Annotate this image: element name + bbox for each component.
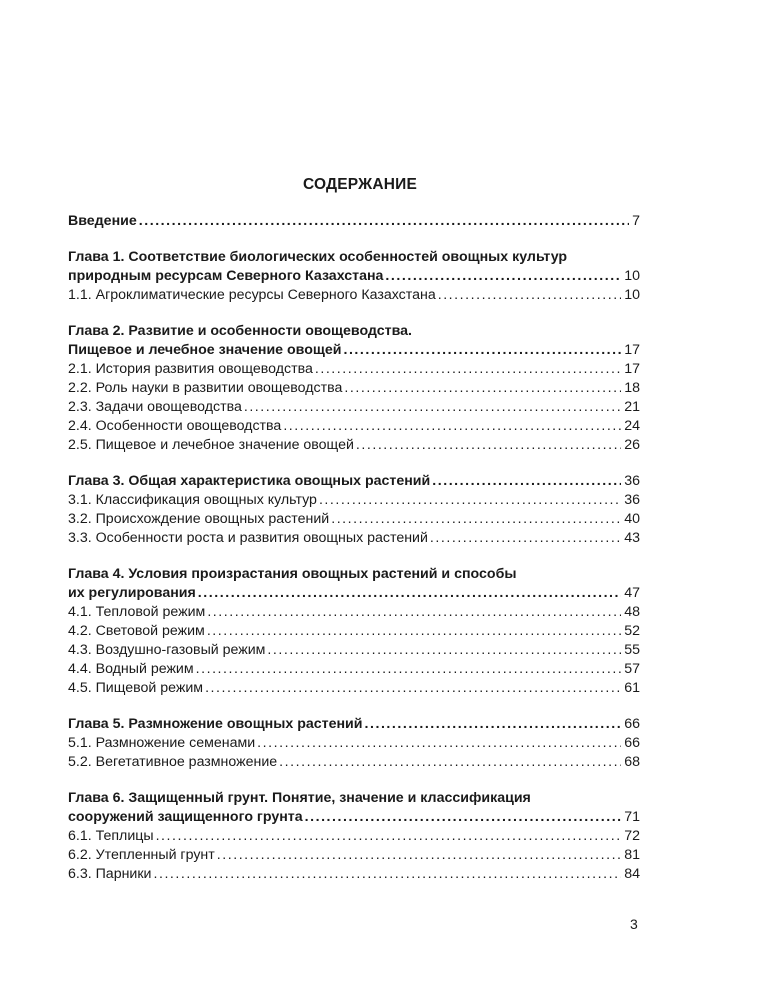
dot-leader: [430, 529, 621, 548]
toc-entry-chapter-6[interactable]: [68, 808, 640, 827]
toc-chapter-6-heading: Глава 6. Защищенный грунт. Понятие, значение и классификация: [68, 790, 531, 806]
toc-page-number: 36: [624, 473, 640, 489]
toc-page-number: 71: [624, 809, 640, 825]
toc-entry-title: природным ресурсам Северного Казахстана: [68, 268, 384, 284]
toc-entry-6-2[interactable]: [68, 846, 640, 865]
dot-leader: [139, 212, 629, 231]
dot-leader: [438, 286, 622, 305]
toc-entry-title: 2.4. Особенности овощеводства: [68, 418, 282, 434]
dot-leader: [198, 584, 621, 603]
toc-page-number: 66: [624, 735, 640, 751]
toc-entry-chapter-2[interactable]: [68, 341, 640, 360]
toc-entry-title: 3.3. Особенности роста и развития овощных растений: [68, 530, 428, 546]
dot-leader: [319, 491, 621, 510]
toc-page-number: 55: [624, 642, 640, 658]
toc-entry-6-3[interactable]: [68, 865, 640, 884]
toc-entry-title: 3.2. Происхождение овощных растений: [68, 511, 330, 527]
toc-entry-chapter-1[interactable]: [68, 267, 640, 286]
toc-page-number: 47: [624, 585, 640, 601]
toc-entry-title: 2.2. Роль науки в развитии овощеводства: [68, 380, 343, 396]
dot-leader: [244, 398, 621, 417]
toc-page-number: 7: [632, 213, 640, 229]
toc-entry-2-2[interactable]: [68, 379, 640, 398]
toc-entry-title: 5.1. Размножение семенами: [68, 735, 256, 751]
toc-page-number: 36: [624, 492, 640, 508]
dot-leader: [156, 827, 622, 846]
toc-entry-title: 3.1. Классификация овощных культур: [68, 492, 317, 508]
toc-entry-4-3[interactable]: [68, 641, 640, 660]
toc-page-number: 57: [624, 661, 640, 677]
toc-entry-title: 2.3. Задачи овощеводства: [68, 399, 242, 415]
toc-entry-title: 6.3. Парники: [68, 866, 152, 882]
toc-entry-chapter-4[interactable]: [68, 584, 640, 603]
toc-chapter-2-heading: Глава 2. Развитие и особенности овощеводства.: [68, 323, 412, 339]
dot-leader: [207, 603, 621, 622]
toc-entry-2-4[interactable]: [68, 417, 640, 436]
dot-leader: [217, 846, 621, 865]
toc-page-number: 21: [624, 399, 640, 415]
toc-page-number: 81: [624, 847, 640, 863]
toc-page-number: 72: [624, 828, 640, 844]
toc-entry-2-1[interactable]: [68, 360, 640, 379]
dot-leader: [315, 360, 621, 379]
toc-page-number: 68: [624, 754, 640, 770]
toc-page-number: 26: [624, 437, 640, 453]
toc-page-number: 84: [624, 866, 640, 882]
toc-page-number: 48: [624, 604, 640, 620]
toc-entry-title: 1.1. Агроклиматические ресурсы Северного Казахстана: [68, 287, 436, 303]
toc-entry-title: Глава 3. Общая характеристика овощных растений: [68, 473, 431, 489]
toc-chapter-4-heading: Глава 4. Условия произрастания овощных растений и способы: [68, 566, 517, 582]
dot-leader: [207, 622, 621, 641]
toc-page-number: 18: [624, 380, 640, 396]
toc-entry-4-1[interactable]: [68, 603, 640, 622]
dot-leader: [305, 808, 622, 827]
dot-leader: [432, 472, 621, 491]
toc-entry-title: 6.1. Теплицы: [68, 828, 154, 844]
toc-entry-title: 2.1. История развития овощеводства: [68, 361, 313, 377]
dot-leader: [283, 417, 621, 436]
dot-leader: [385, 267, 621, 286]
toc-entry-5-1[interactable]: [68, 734, 640, 753]
toc-page-number: 61: [624, 680, 640, 696]
toc-entry-title: сооружений защищенного грунта: [68, 809, 303, 825]
toc-entry-chapter-5[interactable]: [68, 715, 640, 734]
toc-page-number: 40: [624, 511, 640, 527]
dot-leader: [153, 865, 621, 884]
toc-entry-5-2[interactable]: [68, 753, 640, 772]
dot-leader: [279, 753, 621, 772]
toc-entry-intro[interactable]: [68, 212, 640, 231]
toc-page-number: 10: [624, 287, 640, 303]
toc-page-number: 52: [624, 623, 640, 639]
toc-entry-title: Пищевое и лечебное значение овощей: [68, 342, 342, 358]
dot-leader: [343, 341, 621, 360]
toc-entry-title: Введение: [68, 213, 137, 229]
toc-entry-title: 4.4. Водный режим: [68, 661, 194, 677]
toc-entry-title: 4.2. Световой режим: [68, 623, 205, 639]
toc-entry-title: их регулирования: [68, 585, 196, 601]
toc-page-number: 43: [624, 530, 640, 546]
page-number: 3: [630, 916, 638, 932]
dot-leader: [331, 510, 621, 529]
toc-entry-3-2[interactable]: [68, 510, 640, 529]
toc-page-number: 24: [624, 418, 640, 434]
toc-entry-1-1[interactable]: [68, 286, 640, 305]
toc-chapter-1-heading: Глава 1. Соответствие биологических особенностей овощных культур: [68, 249, 568, 265]
toc-entry-6-1[interactable]: [68, 827, 640, 846]
dot-leader: [344, 379, 621, 398]
toc-entry-title: 4.3. Воздушно-газовый режим: [68, 642, 266, 658]
toc-entry-2-5[interactable]: [68, 436, 640, 455]
dot-leader: [205, 679, 621, 698]
dot-leader: [267, 641, 621, 660]
toc-entry-4-2[interactable]: [68, 622, 640, 641]
toc-entry-title: 2.5. Пищевое и лечебное значение овощей: [68, 437, 354, 453]
toc-entry-3-3[interactable]: [68, 529, 640, 548]
toc-entry-4-5[interactable]: [68, 679, 640, 698]
toc-page-number: 17: [624, 342, 640, 358]
page-title: СОДЕРЖАНИЕ: [302, 176, 418, 193]
toc-entry-4-4[interactable]: [68, 660, 640, 679]
table-of-contents: [68, 212, 640, 884]
toc-entry-title: Глава 5. Размножение овощных растений: [68, 716, 363, 732]
toc-page-number: 10: [624, 268, 640, 284]
dot-leader: [356, 436, 621, 455]
toc-entry-chapter-3[interactable]: [68, 472, 640, 491]
toc-entry-title: 5.2. Вегетативное размножение: [68, 754, 278, 770]
toc-entry-title: 4.5. Пищевой режим: [68, 680, 204, 696]
dot-leader: [365, 715, 622, 734]
toc-entry-title: 6.2. Утепленный грунт: [68, 847, 215, 863]
toc-entry-2-3[interactable]: [68, 398, 640, 417]
dot-leader: [257, 734, 621, 753]
toc-entry-3-1[interactable]: [68, 491, 640, 510]
toc-entry-title: 4.1. Тепловой режим: [68, 604, 206, 620]
toc-page-number: 66: [624, 716, 640, 732]
dot-leader: [196, 660, 622, 679]
toc-page-number: 17: [624, 361, 640, 377]
